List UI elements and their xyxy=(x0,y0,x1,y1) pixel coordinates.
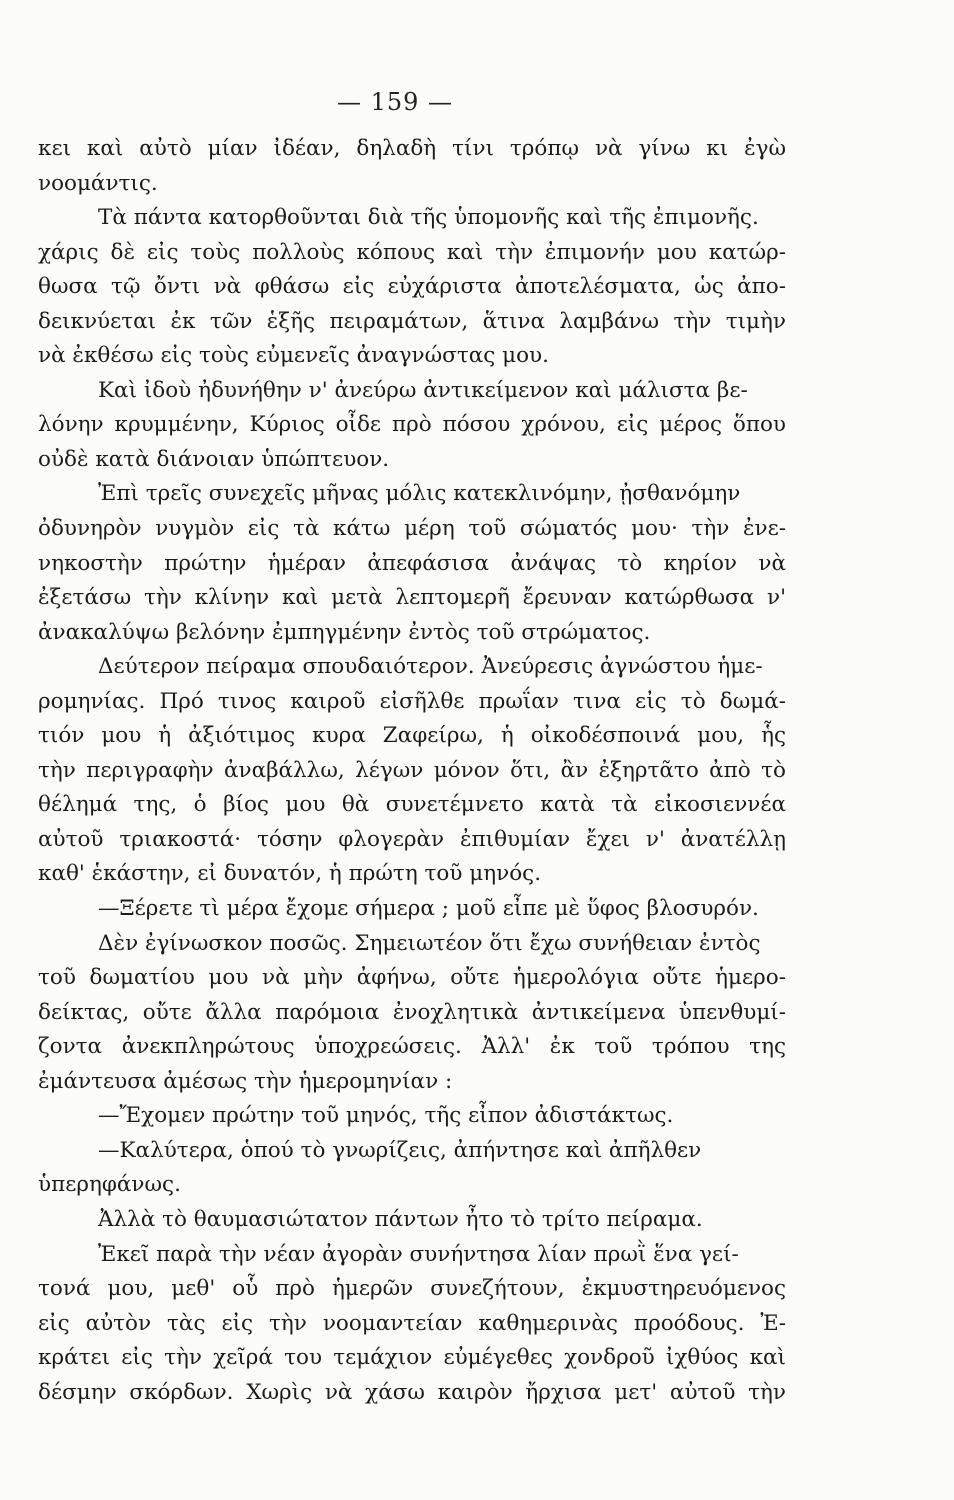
text-line: —Ξέρετε τὶ μέρα ἔχομε σήμερα ; μοῦ εἶπε μὲ ὕφος βλοσυρόν. xyxy=(98,896,759,922)
page-number: — 159 — xyxy=(336,88,454,116)
text-line: τοῦ δωματίου μου νὰ μὴν ἀφήνω, οὔτε ἡμερολόγια οὔτε ἡμερο- xyxy=(38,965,786,991)
text-line: Τὰ πάντα κατορθοῦνται διὰ τῆς ὑπομονῆς καὶ τῆς ἐπιμονῆς. xyxy=(98,205,759,231)
text-line: ὀδυνηρὸν νυγμὸν εἰς τὰ κάτω μέρη τοῦ σώματός μου· τὴν ἐνε- xyxy=(38,516,786,542)
text-line: Δὲν ἐγίνωσκον ποσῶς. Σημειωτέον ὅτι ἔχω συνήθειαν ἐντὸς xyxy=(98,930,761,956)
body-text xyxy=(38,132,786,1410)
text-line: κράτει εἰς τὴν χεῖρά του τεμάχιον εὐμέγεθες χονδροῦ ἰχθύος καὶ xyxy=(38,1345,786,1371)
text-line: καθ' ἑκάστην, εἰ δυνατόν, ἡ πρώτη τοῦ μηνός. xyxy=(38,861,542,887)
text-line: ἐξετάσω τὴν κλίνην καὶ μετὰ λεπτομερῆ ἔρευναν κατώρθωσα ν' xyxy=(38,585,786,611)
text-line: οὐδὲ κατὰ διάνοιαν ὑπώπτευον. xyxy=(38,446,390,472)
text-line: νηκοστὴν πρώτην ἡμέραν ἀπεφάσισα ἀνάψας τὸ κηρίον νὰ xyxy=(38,550,786,576)
text-line: τονά μου, μεθ' οὗ πρὸ ἡμερῶν συνεζήτουν, ἐκμυστηρευόμενος xyxy=(38,1276,786,1302)
text-line: δεικνύεται ἐκ τῶν ἑξῆς πειραμάτων, ἅτινα λαμβάνω τὴν τιμὴν xyxy=(38,308,786,334)
text-line: λόνην κρυμμένην, Κύριος οἶδε πρὸ πόσου χρόνου, εἰς μέρος ὅπου xyxy=(38,412,786,438)
text-line: δείκτας, οὔτε ἄλλα παρόμοια ἐνοχλητικὰ ἀντικείμενα ὑπενθυμί- xyxy=(38,999,786,1025)
text-line: Καὶ ἰδοὺ ἠδυνήθην ν' ἀνεύρω ἀντικείμενον καὶ μάλιστα βε- xyxy=(98,377,748,403)
text-line: —Καλύτερα, ὁπού τὸ γνωρίζεις, ἀπήντησε καὶ ἀπῆλθεν xyxy=(98,1137,702,1163)
text-line: τὴν περιγραφὴν ἀναβάλλω, λέγων μόνον ὅτι, ἂν ἐξηρτᾶτο ἀπὸ τὸ xyxy=(38,757,786,783)
text-line: θέλημά της, ὁ βίος μου θὰ συνετέμνετο κατὰ τὰ εἰκοσιεννέα xyxy=(38,792,786,818)
text-line: Ἐπὶ τρεῖς συνεχεῖς μῆνας μόλις κατεκλινόμην, ᾐσθανόμην xyxy=(98,481,741,507)
text-line: χάρις δὲ εἰς τοὺς πολλοὺς κόπους καὶ τὴν ἐπιμονήν μου κατώρ- xyxy=(38,239,786,265)
text-line: ρομηνίας. Πρό τινος καιροῦ εἰσῆλθε πρωΐαν τινα εἰς τὸ δωμά- xyxy=(38,688,786,714)
text-line: θωσα τῷ ὄντι νὰ φθάσω εἰς εὐχάριστα ἀποτελέσματα, ὡς ἀπο- xyxy=(38,274,786,300)
text-line: τιόν μου ἡ ἀξιότιμος κυρα Ζαφείρω, ἡ οἰκοδέσποινά μου, ἧς xyxy=(38,723,786,749)
text-line: Δεύτερον πείραμα σπουδαιότερον. Ἀνεύρεσις ἀγνώστου ἡμε- xyxy=(98,654,763,680)
text-line: αὐτοῦ τριακοστά· τόσην φλογερὰν ἐπιθυμίαν ἔχει ν' ἀνατέλλῃ xyxy=(38,826,786,852)
text-line: κει καὶ αὐτὸ μίαν ἰδέαν, δηλαδὴ τίνι τρόπῳ νὰ γίνω κι ἐγὼ xyxy=(38,136,786,161)
text-line: ἐμάντευσα ἀμέσως τὴν ἡμερομηνίαν : xyxy=(38,1068,453,1094)
text-line: Ἀλλὰ τὸ θαυμασιώτατον πάντων ἦτο τὸ τρίτο πείραμα. xyxy=(98,1206,703,1232)
text-line: ἀνακαλύψω βελόνην ἐμπηγμένην ἐντὸς τοῦ στρώματος. xyxy=(38,619,651,645)
text-line: νὰ ἐκθέσω εἰς τοὺς εὐμενεῖς ἀναγνώστας μου. xyxy=(38,343,549,369)
text-line: —Ἔχομεν πρώτην τοῦ μηνός, τῆς εἶπον ἀδιστάκτως. xyxy=(98,1103,674,1129)
text-line: δέσμην σκόρδων. Χωρὶς νὰ χάσω καιρὸν ἤρχισα μετ' αὐτοῦ τὴν xyxy=(38,1379,786,1405)
text-line: εἰς αὐτὸν τὰς εἰς τὴν νοομαντείαν καθημερινὰς προόδους. Ἐ- xyxy=(38,1310,786,1336)
text-line: νοομάντις. xyxy=(38,170,158,196)
text-line: ὑπερηφάνως. xyxy=(38,1172,181,1198)
text-line: Ἐκεῖ παρὰ τὴν νέαν ἀγορὰν συνήντησα λίαν πρωῒ ἕνα γεί- xyxy=(98,1241,739,1267)
text-line: ζοντα ἀνεκπληρώτους ὑποχρεώσεις. Ἀλλ' ἐκ τοῦ τρόπου της xyxy=(38,1034,786,1060)
